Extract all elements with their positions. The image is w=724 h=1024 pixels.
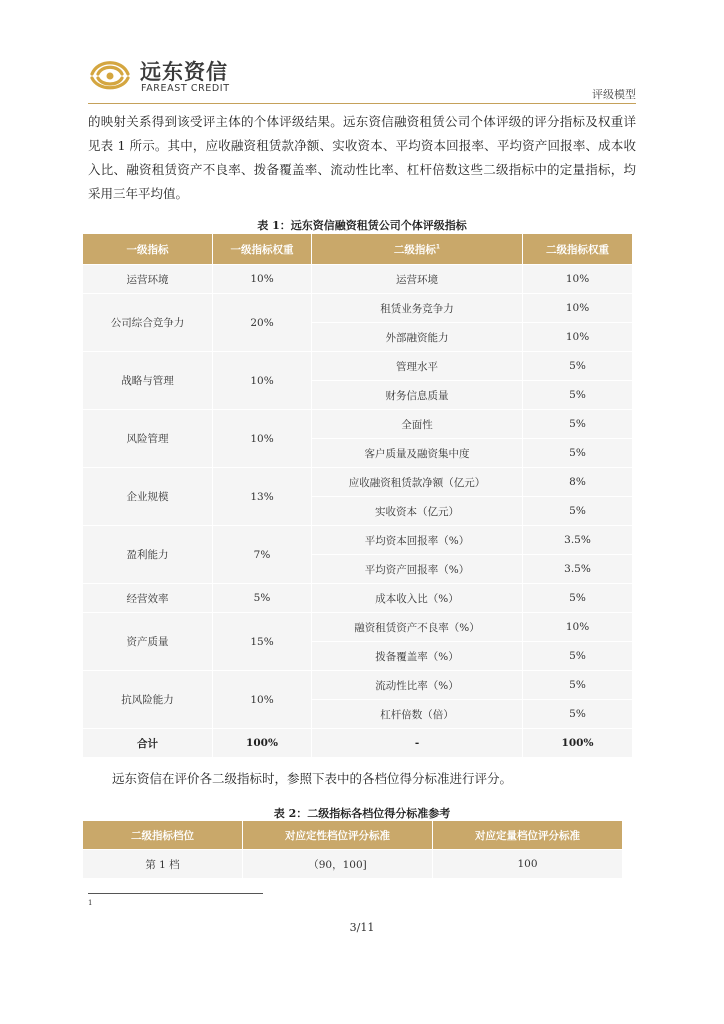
primary-weight-cell: 13% — [213, 468, 312, 526]
table-row — [83, 613, 633, 642]
total-row — [83, 729, 633, 758]
primary-weight-cell: 10% — [213, 410, 312, 468]
table2-caption: 表 2：二级指标各档位得分标准参考 — [273, 807, 451, 820]
secondary-weight-cell: 5% — [523, 671, 633, 700]
fareast-logo-icon — [88, 56, 132, 92]
primary-indicator-cell: 战略与管理 — [83, 352, 213, 410]
secondary-indicator-cell: 平均资产回报率（%） — [312, 555, 523, 584]
secondary-weight-cell: 5% — [523, 584, 633, 613]
secondary-weight-cell: 3.5% — [523, 526, 633, 555]
grade-cell: 第 1 档 — [83, 850, 243, 879]
header-secondary-weight: 二级指标权重 — [523, 234, 633, 265]
header-divider — [88, 103, 636, 104]
secondary-indicator-cell: 全面性 — [312, 410, 523, 439]
header-qualitative-standard: 对应定性档位评分标准 — [243, 821, 433, 850]
secondary-weight-cell: 5% — [523, 700, 633, 729]
secondary-weight-cell: 3.5% — [523, 555, 633, 584]
secondary-weight-cell: 5% — [523, 381, 633, 410]
total-cell-weight: 100% — [213, 729, 312, 758]
secondary-weight-cell: 10% — [523, 265, 633, 294]
header-grade-level: 二级指标档位 — [83, 821, 243, 850]
secondary-weight-cell: 10% — [523, 323, 633, 352]
table-header-row — [83, 821, 623, 850]
primary-indicator-cell: 资产质量 — [83, 613, 213, 671]
secondary-indicator-cell: 管理水平 — [312, 352, 523, 381]
header-primary-indicator: 一级指标 — [83, 234, 213, 265]
secondary-weight-cell: 8% — [523, 468, 633, 497]
secondary-weight-cell: 5% — [523, 497, 633, 526]
primary-indicator-cell: 企业规模 — [83, 468, 213, 526]
table-row — [83, 526, 633, 555]
section-title: 评级模型 — [592, 88, 636, 101]
secondary-indicator-cell: 财务信息质量 — [312, 381, 523, 410]
secondary-indicator-cell: 成本收入比（%） — [312, 584, 523, 613]
primary-weight-cell: 10% — [213, 671, 312, 729]
table-header-row — [83, 234, 633, 265]
secondary-indicator-cell: 融资租赁资产不良率（%） — [312, 613, 523, 642]
indicator-table — [82, 233, 633, 758]
footnote-ref: 1 — [435, 243, 441, 250]
secondary-indicator-cell: 拨备覆盖率（%） — [312, 642, 523, 671]
secondary-weight-cell: 5% — [523, 642, 633, 671]
secondary-indicator-cell: 客户质量及融资集中度 — [312, 439, 523, 468]
primary-indicator-cell: 经营效率 — [83, 584, 213, 613]
primary-weight-cell: 20% — [213, 294, 312, 352]
total-cell-secondary-weight: 100% — [523, 729, 633, 758]
secondary-indicator-cell: 租赁业务竞争力 — [312, 294, 523, 323]
secondary-weight-cell: 10% — [523, 613, 633, 642]
table-row — [83, 294, 633, 323]
primary-indicator-cell: 风险管理 — [83, 410, 213, 468]
secondary-indicator-cell: 流动性比率（%） — [312, 671, 523, 700]
grade-cell: （90，100] — [243, 850, 433, 879]
primary-weight-cell: 10% — [213, 265, 312, 294]
primary-weight-cell: 7% — [213, 526, 312, 584]
table-row — [83, 671, 633, 700]
page-number: 3/11 — [349, 921, 375, 934]
logo-english-name: FAREAST CREDIT — [141, 83, 230, 94]
secondary-indicator-cell: 实收资本（亿元） — [312, 497, 523, 526]
table-row — [83, 265, 633, 294]
logo-chinese-name: 远东资信 — [140, 60, 228, 84]
secondary-indicator-cell: 外部融资能力 — [312, 323, 523, 352]
secondary-weight-cell: 5% — [523, 410, 633, 439]
header-primary-weight: 一级指标权重 — [213, 234, 312, 265]
table-row — [83, 468, 633, 497]
primary-indicator-cell: 抗风险能力 — [83, 671, 213, 729]
grade-standard-table — [82, 820, 623, 879]
table-row — [83, 850, 623, 879]
table-row — [83, 584, 633, 613]
footnote-marker: 1 — [88, 899, 93, 907]
footnote-divider — [88, 893, 263, 894]
grade-cell: 100 — [433, 850, 623, 879]
header-quantitative-standard: 对应定量档位评分标准 — [433, 821, 623, 850]
secondary-weight-cell: 5% — [523, 439, 633, 468]
primary-weight-cell: 10% — [213, 352, 312, 410]
primary-indicator-cell: 运营环境 — [83, 265, 213, 294]
secondary-indicator-cell: 应收融资租赁款净额（亿元） — [312, 468, 523, 497]
table1-caption: 表 1：远东资信融资租赁公司个体评级指标 — [257, 219, 467, 232]
secondary-weight-cell: 10% — [523, 294, 633, 323]
total-cell-secondary: - — [312, 729, 523, 758]
primary-indicator-cell: 公司综合竞争力 — [83, 294, 213, 352]
primary-weight-cell: 5% — [213, 584, 312, 613]
secondary-indicator-cell: 运营环境 — [312, 265, 523, 294]
secondary-indicator-cell: 平均资本回报率（%） — [312, 526, 523, 555]
primary-weight-cell: 15% — [213, 613, 312, 671]
primary-indicator-cell: 盈利能力 — [83, 526, 213, 584]
page-header — [0, 0, 724, 110]
table-row — [83, 352, 633, 381]
intro-paragraph: 的映射关系得到该受评主体的个体评级结果。远东资信融资租赁公司个体评级的评分指标及权重详见表 1 所示。其中，应收融资租赁款净额、实收资本、平均资本回报率、平均资产回报率、成本收入比、融资租赁资产不良率、拨备覆盖率、流动性比率、杠杆倍数这些二级指标中的定量指标，均采用三年平均值。 — [88, 114, 636, 201]
total-cell-label: 合计 — [83, 729, 213, 758]
table-row — [83, 410, 633, 439]
secondary-indicator-cell: 杠杆倍数（倍） — [312, 700, 523, 729]
secondary-weight-cell: 5% — [523, 352, 633, 381]
header-secondary-indicator: 二级指标$^1$ — [312, 234, 523, 265]
paragraph-2: 远东资信在评价各二级指标时，参照下表中的各档位得分标准进行评分。 — [112, 771, 513, 786]
